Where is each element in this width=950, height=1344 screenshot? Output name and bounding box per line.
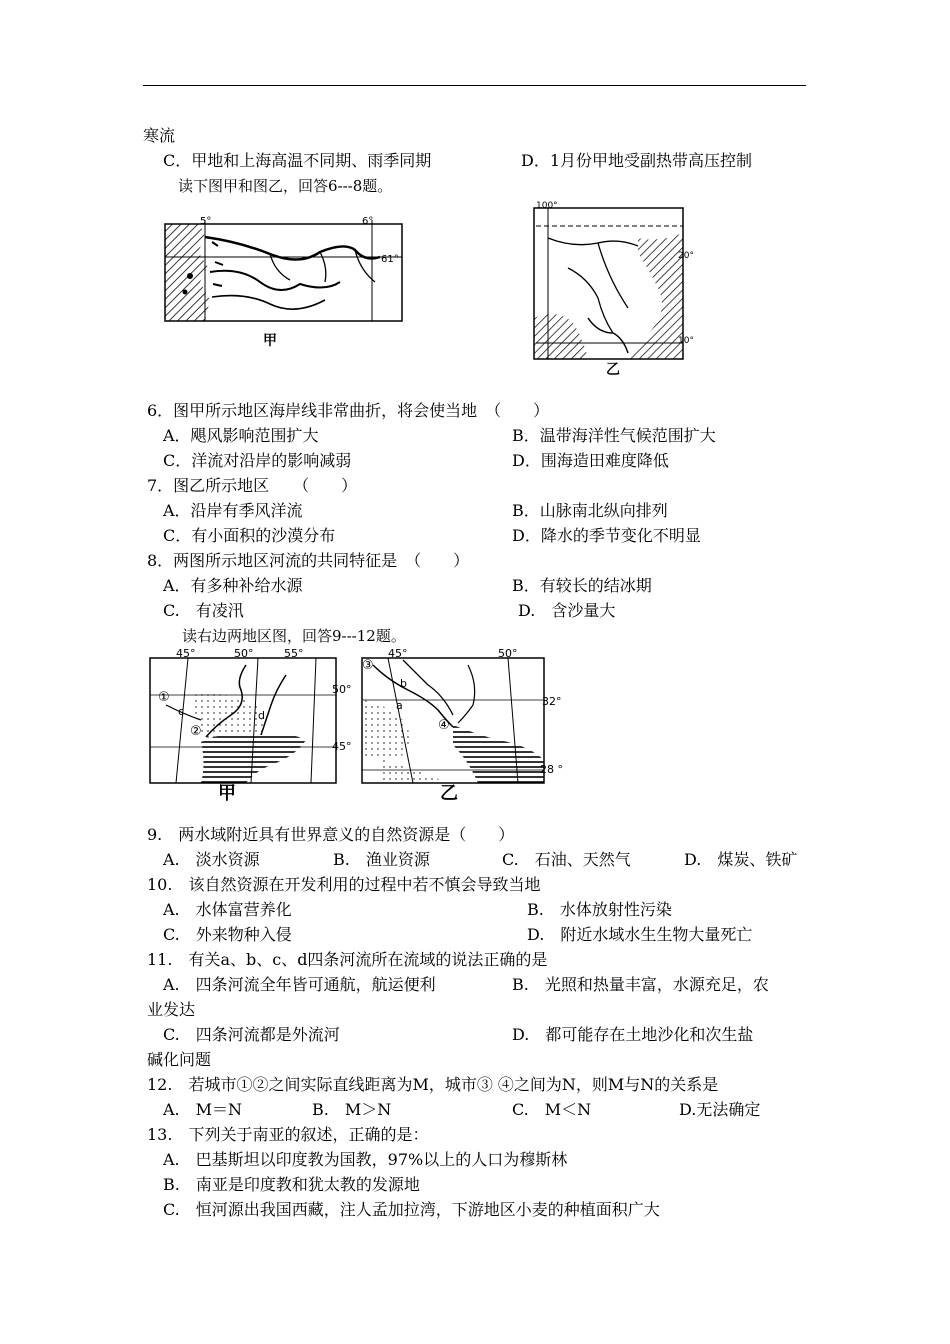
q12-stem: 12. 若城市①②之间实际直线距离为M，城市③ ④之间为N，则M与N的关系是 [147, 1075, 719, 1094]
map3-lon-50: 50° [234, 647, 254, 660]
q13-option-c: C. 恒河源出我国西藏，注人孟加拉湾，下游地区小麦的种植面积广大 [163, 1200, 660, 1219]
q6-stem: 6．图甲所示地区海岸线非常曲折，将会使当地 （ ） [147, 401, 550, 420]
q9-option-a: A. 淡水资源 [163, 850, 260, 869]
map3-city-1: ① [158, 690, 170, 705]
header-rule [143, 85, 806, 86]
q11-option-d-cont: 碱化问题 [147, 1050, 212, 1069]
q10-option-b: B. 水体放射性污染 [527, 900, 672, 919]
q12-option-d: D.无法确定 [679, 1100, 761, 1119]
intro-6-8: 读下图甲和图乙，回答6---8题。 [178, 177, 393, 195]
map4-city-3: ③ [362, 658, 374, 673]
q10-stem: 10. 该自然资源在开发利用的过程中若不慎会导致当地 [147, 875, 541, 894]
map-yi-indochina [528, 198, 708, 378]
q11-option-a: A. 四条河流全年皆可通航，航运便利 [163, 975, 436, 994]
q6-option-c: C．洋流对沿岸的影响减弱 [163, 451, 352, 470]
q8-option-c: C. 有凌汛 [163, 601, 244, 620]
map4-city-4: ④ [438, 718, 450, 733]
map-jia-caspian [146, 645, 352, 804]
map4-lat-32: 32° [542, 695, 562, 708]
map-yi-gulf [358, 645, 578, 803]
q7-option-d: D．降水的季节变化不明显 [512, 526, 701, 545]
map4-lat-28: 28 ° [540, 763, 563, 776]
q7-option-c: C．有小面积的沙漠分布 [163, 526, 336, 545]
map2-caption: 乙 [606, 362, 620, 378]
q11-stem: 11. 有关a、b、c、d四条河流所在流域的说法正确的是 [147, 950, 548, 969]
map2-lon-100: 100° [536, 201, 558, 211]
continuation-text: 寒流 [143, 126, 176, 145]
map2-lat-20: 20° [678, 251, 694, 261]
q6-option-b: B．温带海洋性气候范围扩大 [512, 426, 716, 445]
q10-option-d: D. 附近水域水生生物大量死亡 [527, 925, 753, 944]
q10-option-c: C. 外来物种入侵 [163, 925, 292, 944]
q12-option-c: C. M＜N [512, 1100, 592, 1119]
map-jia-fjords [150, 212, 410, 350]
q8-option-a: A．有多种补给水源 [163, 576, 303, 595]
map3-lon-55: 55° [284, 647, 304, 660]
map4-caption: 乙 [440, 783, 458, 804]
map3-river-c: c [178, 705, 185, 718]
q11-option-b: B. 光照和热量丰富，水源充足，农 [512, 975, 769, 994]
q13-option-b: B. 南亚是印度教和犹太教的发源地 [163, 1175, 420, 1194]
q6-option-a: A．飓风影响范围扩大 [163, 426, 319, 445]
map3-lon-45: 45° [176, 647, 196, 660]
q7-stem: 7．图乙所示地区 （ ） [147, 476, 358, 495]
q8-option-d: D. 含沙量大 [518, 601, 616, 620]
q11-option-c: C. 四条河流都是外流河 [163, 1025, 340, 1044]
q9-option-b: B. 渔业资源 [333, 850, 430, 869]
map1-lat-61: 61° [381, 254, 399, 265]
q9-stem: 9. 两水域附近具有世界意义的自然资源是（ ） [147, 825, 515, 844]
q9-option-c: C. 石油、天然气 [502, 850, 631, 869]
q12-option-a: A. M＝N [163, 1100, 243, 1119]
q11-option-d: D. 都可能存在土地沙化和次生盐 [512, 1025, 754, 1044]
map1-lon-5: 5° [200, 216, 212, 227]
map4-river-a: a [396, 699, 403, 712]
q11-option-b-cont: 业发达 [147, 1000, 196, 1019]
q8-stem: 8．两图所示地区河流的共同特征是 （ ） [147, 551, 470, 570]
q9-option-d: D. 煤炭、铁矿 [684, 850, 798, 869]
q7-option-b: B．山脉南北纵向排列 [512, 501, 668, 520]
prev-option-d: D．1月份甲地受副热带高压控制 [521, 151, 753, 170]
prev-option-c: C．甲地和上海高温不同期、雨季同期 [163, 151, 432, 170]
q8-option-b: B．有较长的结冰期 [512, 576, 652, 595]
map3-lat-50: 50° [332, 683, 352, 696]
map4-lon-50: 50° [498, 647, 518, 660]
map2-lat-10: 10° [678, 336, 694, 346]
q13-stem: 13. 下列关于南亚的叙述，正确的是： [147, 1125, 429, 1144]
map3-lat-45: 45° [332, 740, 352, 753]
q13-option-a: A. 巴基斯坦以印度教为国教，97%以上的人口为穆斯林 [163, 1150, 568, 1169]
map4-lon-45: 45° [388, 647, 408, 660]
q10-option-a: A. 水体富营养化 [163, 900, 292, 919]
map3-city-2: ② [190, 724, 202, 739]
map1-lon-6: 6° [362, 216, 374, 227]
q6-option-d: D．围海造田难度降低 [512, 451, 669, 470]
map1-caption: 甲 [263, 333, 277, 349]
map4-river-b: b [400, 677, 407, 690]
q7-option-a: A．沿岸有季风洋流 [163, 501, 303, 520]
intro-9-12: 读右边两地区图，回答9---12题。 [182, 627, 406, 645]
q12-option-b: B. M＞N [312, 1100, 392, 1119]
map3-river-d: d [258, 709, 265, 722]
map3-caption: 甲 [218, 783, 236, 804]
